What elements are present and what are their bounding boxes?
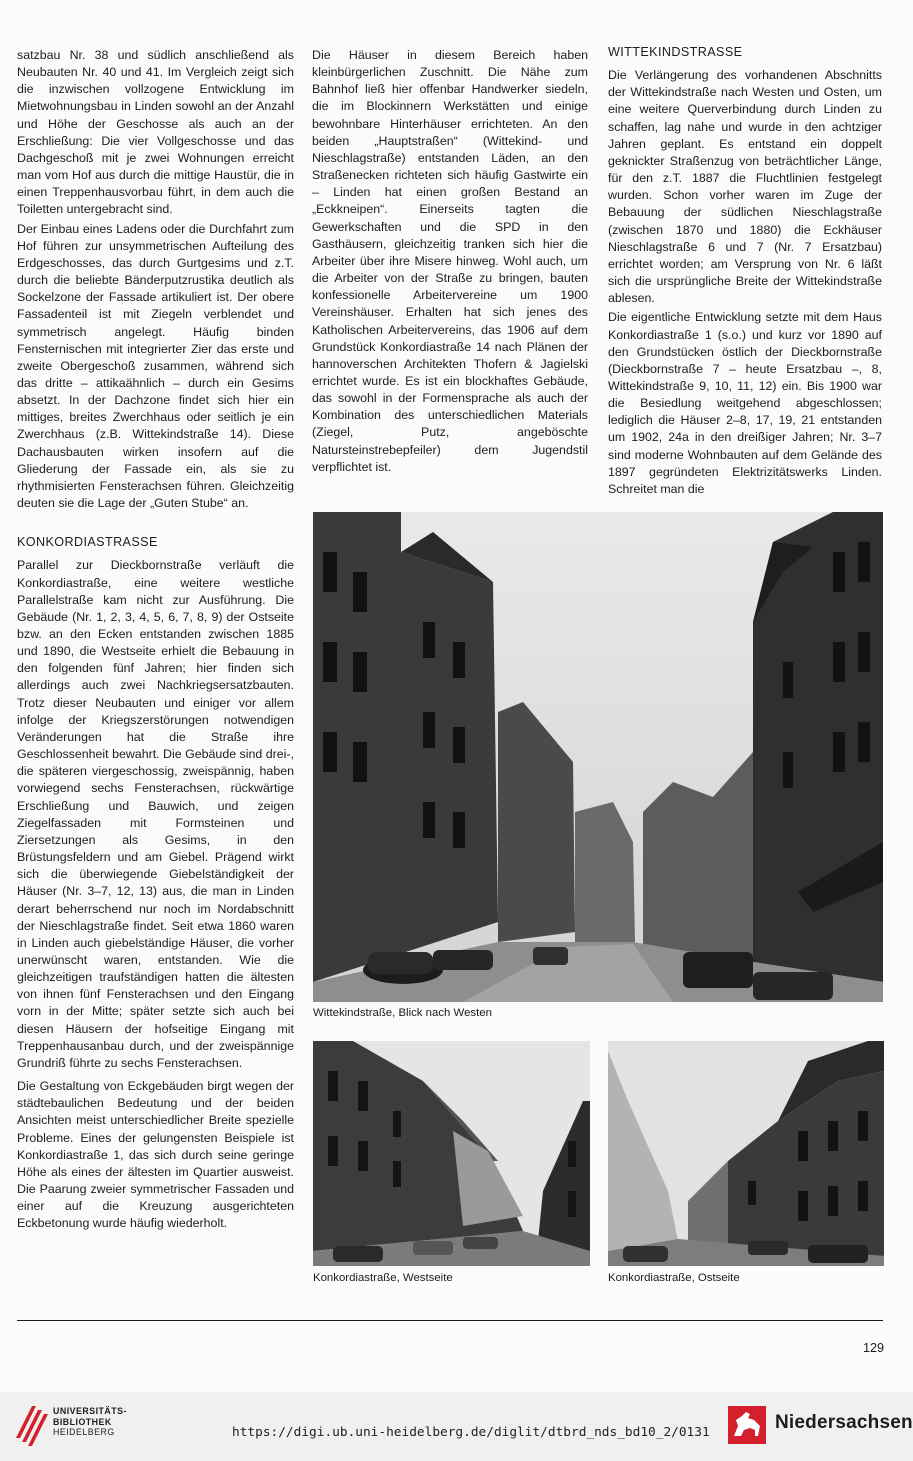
section-heading: WITTEKINDSTRASSE bbox=[608, 45, 743, 59]
viewer-footer bbox=[0, 1392, 913, 1461]
photo-konkordiastrasse-ost bbox=[608, 1041, 884, 1266]
photo-wittekindstrasse bbox=[313, 512, 883, 1002]
paragraph: Die eigentliche Entwicklung setzte mit dem Haus Konkordiastraße 1 (s.o.) und kurz vor 1890 auf den Grundstücken östlich der Dieckbornstraße (Dieckbornstraße 7 – heute Ersatzbau –, 8, Wittekindstraße 9, 10, 11, 12) ein. Bis 1900 war die Besiedlung weitgehend abgeschlossen; lediglich die Häuser 2–8, 17, 19, 21 entstanden um 1902, 24a in den dreißiger Jahren; Nr. 3–7 sind moderne Wohnbauten auf dem Gelände des 1897 gegründeten Elektrizitätswerks Linden. Schreitet man die bbox=[608, 310, 882, 496]
document-url-link[interactable]: https://digi.ub.uni-heidelberg.de/diglit/dtbrd_nds_bd10_2/0131 bbox=[232, 1425, 710, 1440]
bottom-rule bbox=[17, 1320, 883, 1321]
paragraph: Die Häuser in diesem Bereich haben kleinbürgerlichen Zuschnitt. Die Nähe zum Bahnhof ließ hier offenbar Handwerker siedeln, die im Blockinnern Werkstätten und einige bewohnbare Hinterhäuser errichteten. An den beiden „Hauptstraßen“ (Wittekind- und Nieschlagstraße) entstanden Läden, an den Straßenecken richteten sich häufig Gastwirte ein – Linden hat einen großen Bestand an „Eckkneipen“. Einerseits tagten die Gewerkschaften und die SPD in den Gasthäusern, gleichzeitig tranken sich hier die Arbeiter über ihre Misere hinweg. Wohl auch, um die Arbeiter von der Straße zu bringen, bauten konfessionelle Arbeitervereine um 1900 Vereinshäuser. Erhalten hat sich jenes des Katholischen Arbeitervereins, das 1906 auf dem Grundstück Konkordiastraße 14 nach Plänen der hannoverschen Architekten Thofern & Jagielski errichtet wurde. Es ist ein blockhaftes Gebäude, das sowohl in der Formensprache als auch der Kombination des unterschiedlichen Materials (Ziegel, Putz, angeböschte Natursteinstrebepfeiler) dem Jugendstil verpflichtet ist. bbox=[312, 48, 588, 474]
photo-caption: Konkordiastraße, Ostseite bbox=[608, 1272, 740, 1284]
state-name: Niedersachsen bbox=[775, 1412, 913, 1433]
photo-konkordiastrasse-west bbox=[313, 1041, 590, 1266]
photo-caption: Wittekindstraße, Blick nach Westen bbox=[313, 1007, 492, 1019]
library-name: UNIVERSITÄTS- BIBLIOTHEK HEIDELBERG bbox=[53, 1406, 127, 1437]
photo-caption: Konkordiastraße, Westseite bbox=[313, 1272, 453, 1284]
niedersachsen-horse-icon[interactable] bbox=[728, 1406, 766, 1444]
text-column-right bbox=[608, 44, 882, 500]
paragraph: Der Einbau eines Ladens oder die Durchfahrt zum Hof führen zur unsymmetrischen Aufteilung des Erdgeschosses, das durch Gurtgesims und z.T. durch die beliebte Bänderputzrustika deutlich als Sockelzone der Fassade artikuliert ist. Der obere Fassadenteil ist mit Ziegeln verblendet und symmetrisch angelegt. Häufig binden Fensternischen mit integrierter Zier das erste und zweite Obergeschoß zusammen, während sich das dritte – attikaähnlich – durch ein Gesims absetzt. In der Dachzone findet sich hier ein mittiges, breites Zwerchhaus oder seitlich je ein Zwerchhaus (z.B. Wittekindstraße 14). Diese Dachausbauten wirken insofern auf die Gliederung der Fassade ein, als sie zu rhythmisierten Fensterachsen führen. Gleichzeitig deuten sie die Lage der „Guten Stube“ an. bbox=[17, 221, 294, 511]
ub-heidelberg-logo-icon[interactable] bbox=[12, 1402, 52, 1448]
paragraph: Die Gestaltung von Eckgebäuden birgt wegen der städtebaulichen Bedeutung und der beiden Ansichten meist unterschiedlicher Breite spezielle Probleme. Eines der gelungensten Beispiele ist Konkordiastraße 1, das sich durch seine geringe Höhe als eines der ältesten im Quartier ausweist. Die Paarung zweier symmetrischer Fassaden und einer auf die Kreuzung ausgerichteten Eckbetonung wurde häufig wiederholt. bbox=[17, 1079, 294, 1231]
text-column-middle bbox=[312, 47, 588, 478]
page-number: 129 bbox=[862, 1341, 884, 1355]
paragraph: Die Verlängerung des vorhandenen Abschnitts der Wittekindstraße nach Westen und Osten, um eine weitere Querverbindung durch Linden zu schaffen, lag nahe und wurde in den achtziger Jahren geplant. Es entstand ein doppelt geknickter Straßenzug von beträchtlicher Länge, für den z.T. 1887 die Fluchtlinien festgelegt wurden. Schon vorher waren im Zuge der Bebauung der südlichen Nieschlagstraße (zwischen 1870 und 1880) die Eckhäuser Nieschlagstraße 6 und 7 (Nr. 7 Ersatzbau) errichtet worden; am Versprung von Nr. 6 läßt sich die ursprüngliche Breite der Wittekindstraße ablesen. bbox=[608, 68, 882, 306]
paragraph: satzbau Nr. 38 und südlich anschließend als Neubauten Nr. 40 und 41. Im Vergleich zeigt sich die inzwischen vollzogene Entwicklung im Mietwohnungsbau in Linden sowohl an der Anzahl und Höhe der Geschosse als auch an der Erschließung: Die vier Vollgeschosse und das Dachgeschoß mit je zwei Wohnungen erreicht man vom Hof aus durch die mittige Haustür, die in einen Treppenhausvorbau führt, in dem auch die Toiletten untergebracht sind. bbox=[17, 48, 294, 217]
paragraph: Parallel zur Dieckbornstraße verläuft die Konkordiastraße, eine weitere westliche Parallelstraße kam nicht zur Ausführung. Die Gebäude (Nr. 1, 2, 3, 4, 5, 6, 7, 8, 9) der Ostseite bzw. an den Ecken entstanden zwischen 1885 und 1890, die Westseite erhielt die Bebauung in den folgenden fünf Jahren; hier finden sich allerdings auch zwei Nachkriegsersatzbauten. Trotz dieser Neubauten und einiger vor allem infolge der Kriegszerstörungen notwendigen Veränderungen hat die Straße ihre Geschlossenheit bewahrt. Die Gebäude sind drei-, die späteren viergeschossig, zweispännig, haben vorwiegend sechs Fensterachsen, rückwärtige Erschließung und Bauwich, und zeigen Ziegelfassaden mit Formsteinen und Ziersetzungen als Gesims, in den Brüstungsfeldern und am Giebel. Prägend wirkt sich die überwiegende Giebelständigkeit der Häuser (Nr. 3–7, 12, 13) aus, die man in Linden derart beherrschend nur noch im Nordabschnitt der Nieschlagstraße findet. Seit etwa 1860 waren in Linden auch giebelständige Häuser, die vorher unerwünscht waren, entstanden. Wie die gleichzeitigen traufständigen hatten die ältesten von ihnen fünf Fensterachsen und den Eingang vorn in der Mitte; später setzte sich auch bei diesen Häusern der hofseitige Eingang mit Treppenhausanbau durch, und der zweispännige Grundriß führte zu sechs Fensterachsen. bbox=[17, 558, 294, 1070]
section-heading: KONKORDIASTRASSE bbox=[17, 535, 158, 550]
text-column-left bbox=[17, 47, 294, 1234]
